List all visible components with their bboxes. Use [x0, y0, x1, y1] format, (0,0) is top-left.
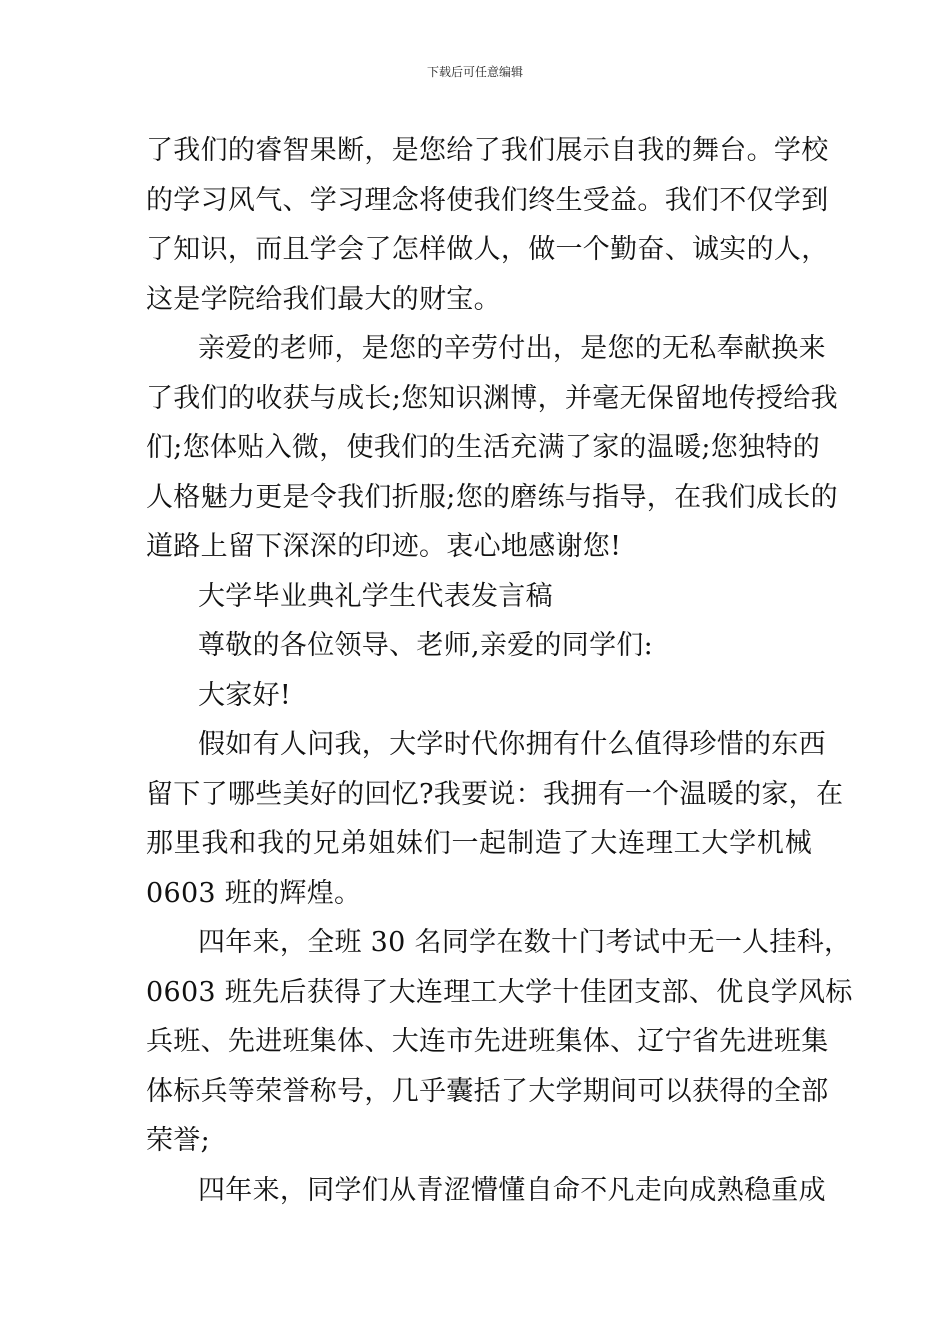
text-line: 0603 班的辉煌。: [146, 877, 362, 909]
text-line: 了我们的睿智果断，是您给了我们展示自我的舞台。学校: [146, 135, 829, 166]
text-line: 人格魅力更是令我们折服;您的磨练与指导，在我们成长的: [146, 481, 838, 513]
section-title: 大学毕业典礼学生代表发言稿: [198, 580, 553, 612]
text-line: 荣誉;: [146, 1125, 210, 1156]
text-line: 道路上留下深深的印迹。衷心地感谢您!: [146, 531, 622, 562]
text-line: 那里我和我的兄弟姐妹们一起制造了大连理工大学机械: [146, 828, 812, 859]
paragraph-start-line: 四年来，全班 30 名同学在数十门考试中无一人挂科，: [198, 927, 852, 958]
page-header: 下载后可任意编辑: [426, 65, 523, 79]
text-line: 兵班、先进班集体、大连市先进班集体、辽宁省先进班集: [146, 1026, 829, 1057]
text-line: 0603 班先后获得了大连理工大学十佳团支部、优良学风标: [146, 976, 853, 1008]
text-line: 了知识，而且学会了怎样做人，做一个勤奋、诚实的人，: [146, 234, 829, 265]
document-body: [146, 126, 853, 1215]
text-line: 这是学院给我们最大的财宝。: [146, 283, 501, 315]
paragraph-start-line: 四年来，同学们从青涩懵懂自命不凡走向成熟稳重成: [198, 1174, 826, 1206]
text-line: 留下了哪些美好的回忆?我要说：我拥有一个温暖的家，在: [146, 778, 844, 810]
text-line: 体标兵等荣誉称号，几乎囊括了大学期间可以获得的全部: [146, 1075, 829, 1107]
greeting: 大家好!: [198, 679, 292, 711]
text-line: 的学习风气、学习理念将使我们终生受益。我们不仅学到: [146, 184, 829, 216]
text-line: 了我们的收获与成长;您知识渊博，并毫无保留地传授给我: [146, 382, 838, 414]
paragraph-start-line: 亲爱的老师，是您的辛劳付出，是您的无私奉献换来: [198, 333, 826, 364]
text-line: 们;您体贴入微，使我们的生活充满了家的温暖;您独特的: [146, 432, 820, 463]
salutation: 尊敬的各位领导、老师,亲爱的同学们:: [198, 630, 654, 661]
paragraph-start-line: 假如有人问我，大学时代你拥有什么值得珍惜的东西: [198, 729, 826, 760]
